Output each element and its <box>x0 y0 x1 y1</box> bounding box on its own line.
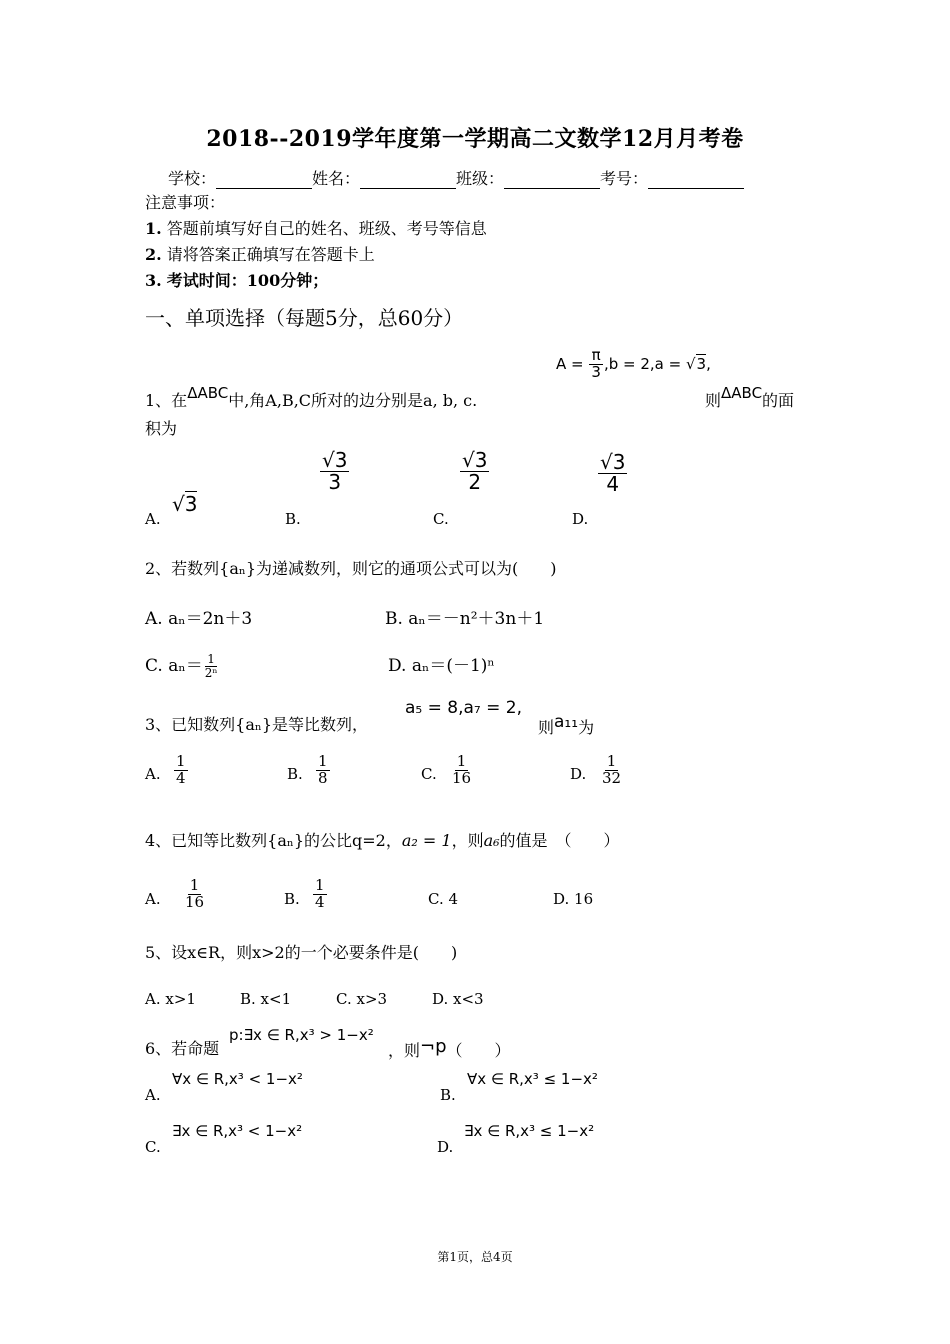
q3-option-b-label: B. <box>287 765 303 783</box>
q1-option-c-label: C. <box>433 510 449 528</box>
q2-option-b: B. aₙ＝－n²＋3n＋1 <box>385 609 545 629</box>
question-1-condition: A = $\frac{\pi}{3}$ ,b = 2,a = √3, <box>556 346 711 381</box>
question-2-stem: 2、若数列{aₙ}为递减数列，则它的通项公式可以为( ) <box>145 559 557 578</box>
class-blank <box>504 172 600 189</box>
page-footer: 第1页，总4页 <box>437 1250 513 1264</box>
student-info-row <box>168 166 744 189</box>
q3-option-c-value: $\frac{1}{16}$ <box>452 752 472 787</box>
question-3-stem: 3、已知数列{aₙ}是等比数列， <box>145 715 369 734</box>
q1-option-a-value: √3 <box>172 492 198 516</box>
name-blank <box>360 172 456 189</box>
exam-title: 2018--2019学年度第一学期高二文数学12月月考卷 <box>206 126 744 152</box>
number-blank <box>648 172 744 189</box>
q2-option-a: A. aₙ＝2n＋3 <box>145 609 253 629</box>
q6-option-a-label: A. <box>145 1086 161 1104</box>
school-blank <box>216 172 312 189</box>
question-6-tail: ，则¬p（ ） <box>388 1036 511 1060</box>
question-3-condition: a₅ = 8,a₇ = 2, <box>405 698 523 718</box>
q6-option-b-value: ∀x ∈ R,x³ ≤ 1−x² <box>467 1070 598 1088</box>
q6-option-c-label: C. <box>145 1138 161 1156</box>
school-label: 学校： <box>168 169 217 188</box>
note-item: 1. 答题前填写好自己的姓名、班级、考号等信息 <box>145 219 487 238</box>
section-heading: 一、单项选择（每题5分，总60分） <box>145 306 464 330</box>
q1-option-d-label: D. <box>572 510 589 528</box>
sqrt-symbol: √3 <box>685 354 707 373</box>
q4-option-d: D. 16 <box>553 890 594 908</box>
q4-option-a-value: $\frac{1}{16}$ <box>185 876 205 911</box>
question-5-stem: 5、设x∈R，则x>2的一个必要条件是( ) <box>145 943 458 962</box>
question-1-tail: 则ΔABC的面 <box>705 384 795 410</box>
class-label: 班级： <box>456 169 505 188</box>
question-1-stem: 1、在ΔABC中,角A,B,C所对的边分别是a, b, c. <box>145 384 478 410</box>
q4-option-a-label: A. <box>145 890 161 908</box>
q4-option-c: C. 4 <box>428 890 459 908</box>
q6-option-a-value: ∀x ∈ R,x³ < 1−x² <box>172 1070 303 1088</box>
q6-option-d-value: ∃x ∈ R,x³ ≤ 1−x² <box>464 1122 595 1140</box>
question-1-tail-2: 积为 <box>145 419 178 438</box>
q1-option-a-label: A. <box>145 510 161 528</box>
name-label: 姓名： <box>312 169 361 188</box>
q5-option-c: C. x>3 <box>336 990 388 1008</box>
question-6-stem: 6、若命题 <box>145 1039 220 1058</box>
notes-heading: 注意事项： <box>145 193 226 212</box>
q4-option-b-value: $\frac{1}{4}$ <box>315 876 325 911</box>
question-4-stem: 4、已知等比数列{aₙ}的公比q=2，a₂ = 1，则a₆的值是 （ ） <box>145 831 620 850</box>
q1-option-b-value: $\frac{√3}{3}$ <box>322 448 348 494</box>
q2-option-c: C. aₙ＝ $\frac{1}{\text{2ⁿ}}$ <box>145 652 218 680</box>
q5-option-d: D. x<3 <box>432 990 484 1008</box>
q6-option-b-label: B. <box>440 1086 456 1104</box>
question-6-proposition: p:∃x ∈ R,x³ > 1−x² <box>229 1026 374 1044</box>
q3-option-d-value: $\frac{1}{32}$ <box>602 752 622 787</box>
note-item: 3. 考试时间：100分钟； <box>145 271 329 290</box>
q4-option-b-label: B. <box>284 890 300 908</box>
question-3-tail: 则a₁₁为 <box>538 712 595 737</box>
q6-option-d-label: D. <box>437 1138 454 1156</box>
q5-option-b: B. x<1 <box>240 990 292 1008</box>
number-label: 考号： <box>600 169 649 188</box>
q3-option-a-value: $\frac{1}{4}$ <box>176 752 186 787</box>
q6-option-c-value: ∃x ∈ R,x³ < 1−x² <box>172 1122 303 1140</box>
q1-option-c-value: $\frac{√3}{2}$ <box>462 448 488 494</box>
q3-option-c-label: C. <box>421 765 437 783</box>
note-item: 2. 请将答案正确填写在答题卡上 <box>145 245 375 264</box>
q5-option-a: A. x>1 <box>145 990 196 1008</box>
q3-option-a-label: A. <box>145 765 161 783</box>
q3-option-d-label: D. <box>570 765 587 783</box>
q2-option-d: D. aₙ＝(－1)ⁿ <box>388 656 495 676</box>
q1-option-b-label: B. <box>285 510 301 528</box>
q1-option-d-value: $\frac{√3}{4}$ <box>600 450 626 496</box>
q3-option-b-value: $\frac{1}{8}$ <box>318 752 328 787</box>
